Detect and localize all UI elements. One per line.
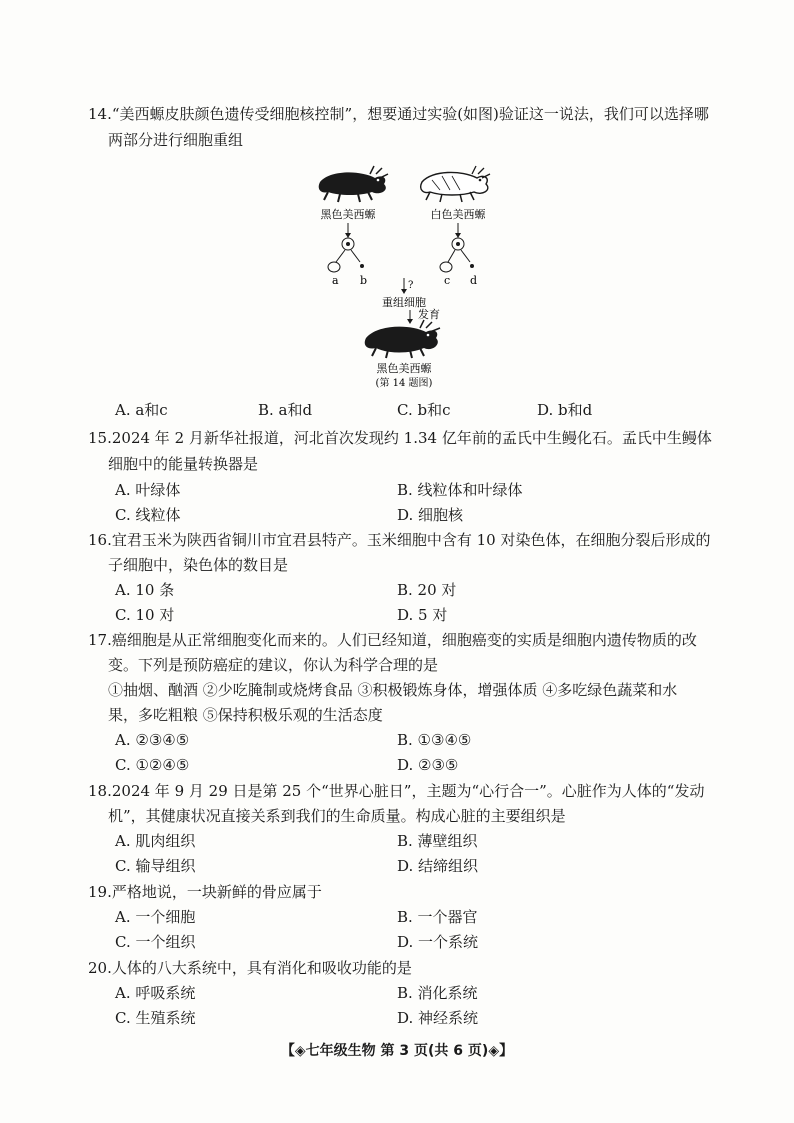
q17-option-b[interactable]: B. ①③④⑤: [397, 731, 472, 749]
q17-stem-line2: 变。下列是预防癌症的建议，你认为科学合理的是: [108, 656, 439, 674]
q14-option-b[interactable]: B. a和d: [258, 401, 313, 419]
label-a: a: [332, 274, 339, 287]
q17-option-a[interactable]: A. ②③④⑤: [115, 731, 190, 749]
q17-option-c[interactable]: C. ①②④⑤: [115, 756, 190, 774]
q16-stem-line1: 16.宜君玉米为陕西省铜川市宜君县特产。玉米细胞中含有 10 对染色体，在细胞分裂后形成的: [88, 531, 711, 549]
page-footer: 【◈七年级生物 第 3 页(共 6 页)◈】: [280, 1043, 514, 1059]
develop-label: 发育: [418, 308, 440, 321]
result-axolotl-label: 黑色美西螈: [376, 362, 432, 375]
label-d: d: [470, 274, 478, 287]
q19-option-a[interactable]: A. 一个细胞: [115, 908, 196, 926]
q16-option-c[interactable]: C. 10 对: [115, 606, 175, 624]
q16-option-d[interactable]: D. 5 对: [397, 606, 448, 624]
label-b: b: [360, 274, 368, 287]
q14-option-d[interactable]: D. b和d: [537, 401, 593, 419]
q14-option-c[interactable]: C. b和c: [397, 401, 451, 419]
label-c: c: [444, 274, 451, 287]
q16-option-a[interactable]: A. 10 条: [115, 581, 175, 599]
q20-option-d[interactable]: D. 神经系统: [397, 1009, 479, 1027]
q18-option-a[interactable]: A. 肌肉组织: [115, 832, 196, 850]
q19-stem-line1: 19.严格地说，一块新鲜的骨应属于: [88, 883, 322, 901]
q14-figure: [300, 160, 520, 390]
q15-option-d[interactable]: D. 细胞核: [397, 506, 464, 524]
q17-stem-line4: 果，多吃粗粮 ⑤保持积极乐观的生活态度: [108, 706, 383, 724]
q18-stem-line1: 18.2024 年 9 月 29 日是第 25 个“世界心脏日”，主题为“心行合一”。心脏作为人体的“发动: [88, 782, 705, 800]
q14-stem-line1: 14.“美西螈皮肤颜色遗传受细胞核控制”，想要通过实验(如图)验证这一说法，我们可以选择哪: [88, 105, 709, 123]
q15-stem-line1: 15.2024 年 2 月新华社报道，河北首次发现约 1.34 亿年前的孟氏中生鳗化石。孟氏中生鳗体: [88, 429, 712, 447]
q19-option-c[interactable]: C. 一个组织: [115, 933, 196, 951]
recombined-cell-label: 重组细胞: [382, 296, 426, 309]
q19-option-d[interactable]: D. 一个系统: [397, 933, 479, 951]
q14-option-a[interactable]: A. a和c: [115, 401, 168, 419]
q18-option-b[interactable]: B. 薄壁组织: [397, 832, 478, 850]
q15-stem-line2: 细胞中的能量转换器是: [108, 455, 259, 473]
q16-stem-line2: 子细胞中，染色体的数目是: [108, 556, 289, 574]
result-axolotl-image: [365, 320, 440, 358]
q18-option-d[interactable]: D. 结缔组织: [397, 857, 479, 875]
q15-option-b[interactable]: B. 线粒体和叶绿体: [397, 481, 523, 499]
q20-option-b[interactable]: B. 消化系统: [397, 984, 478, 1002]
q16-option-b[interactable]: B. 20 对: [397, 581, 457, 599]
white-egg-cell-icon: [440, 238, 474, 272]
q18-stem-line2: 机”，其健康状况直接关系到我们的生命质量。构成心脏的主要组织是: [108, 807, 566, 825]
q17-stem-line3: ①抽烟、酗酒 ②少吃腌制或烧烤食品 ③积极锻炼身体，增强体质 ④多吃绿色蔬菜和水: [108, 681, 678, 699]
black-egg-cell-icon: [328, 238, 364, 272]
q15-option-c[interactable]: C. 线粒体: [115, 506, 181, 524]
q19-option-b[interactable]: B. 一个器官: [397, 908, 478, 926]
q18-option-c[interactable]: C. 输导组织: [115, 857, 196, 875]
black-axolotl-image: [319, 166, 388, 202]
q20-stem-line1: 20.人体的八大系统中，具有消化和吸收功能的是: [88, 959, 412, 977]
q17-stem-line1: 17.癌细胞是从正常细胞变化而来的。人们已经知道，细胞癌变的实质是细胞内遗传物质的改: [88, 631, 697, 649]
q17-option-d[interactable]: D. ②③⑤: [397, 756, 459, 774]
question-mark: ?: [408, 280, 414, 291]
white-axolotl-image: [421, 166, 490, 202]
q15-option-a[interactable]: A. 叶绿体: [115, 481, 181, 499]
figure-caption: (第 14 题图): [375, 378, 433, 389]
q14-stem-line2: 两部分进行细胞重组: [108, 131, 244, 149]
q20-option-a[interactable]: A. 呼吸系统: [115, 984, 196, 1002]
q20-option-c[interactable]: C. 生殖系统: [115, 1009, 196, 1027]
white-axolotl-label: 白色美西螈: [430, 208, 486, 221]
black-axolotl-label: 黑色美西螈: [320, 208, 376, 221]
